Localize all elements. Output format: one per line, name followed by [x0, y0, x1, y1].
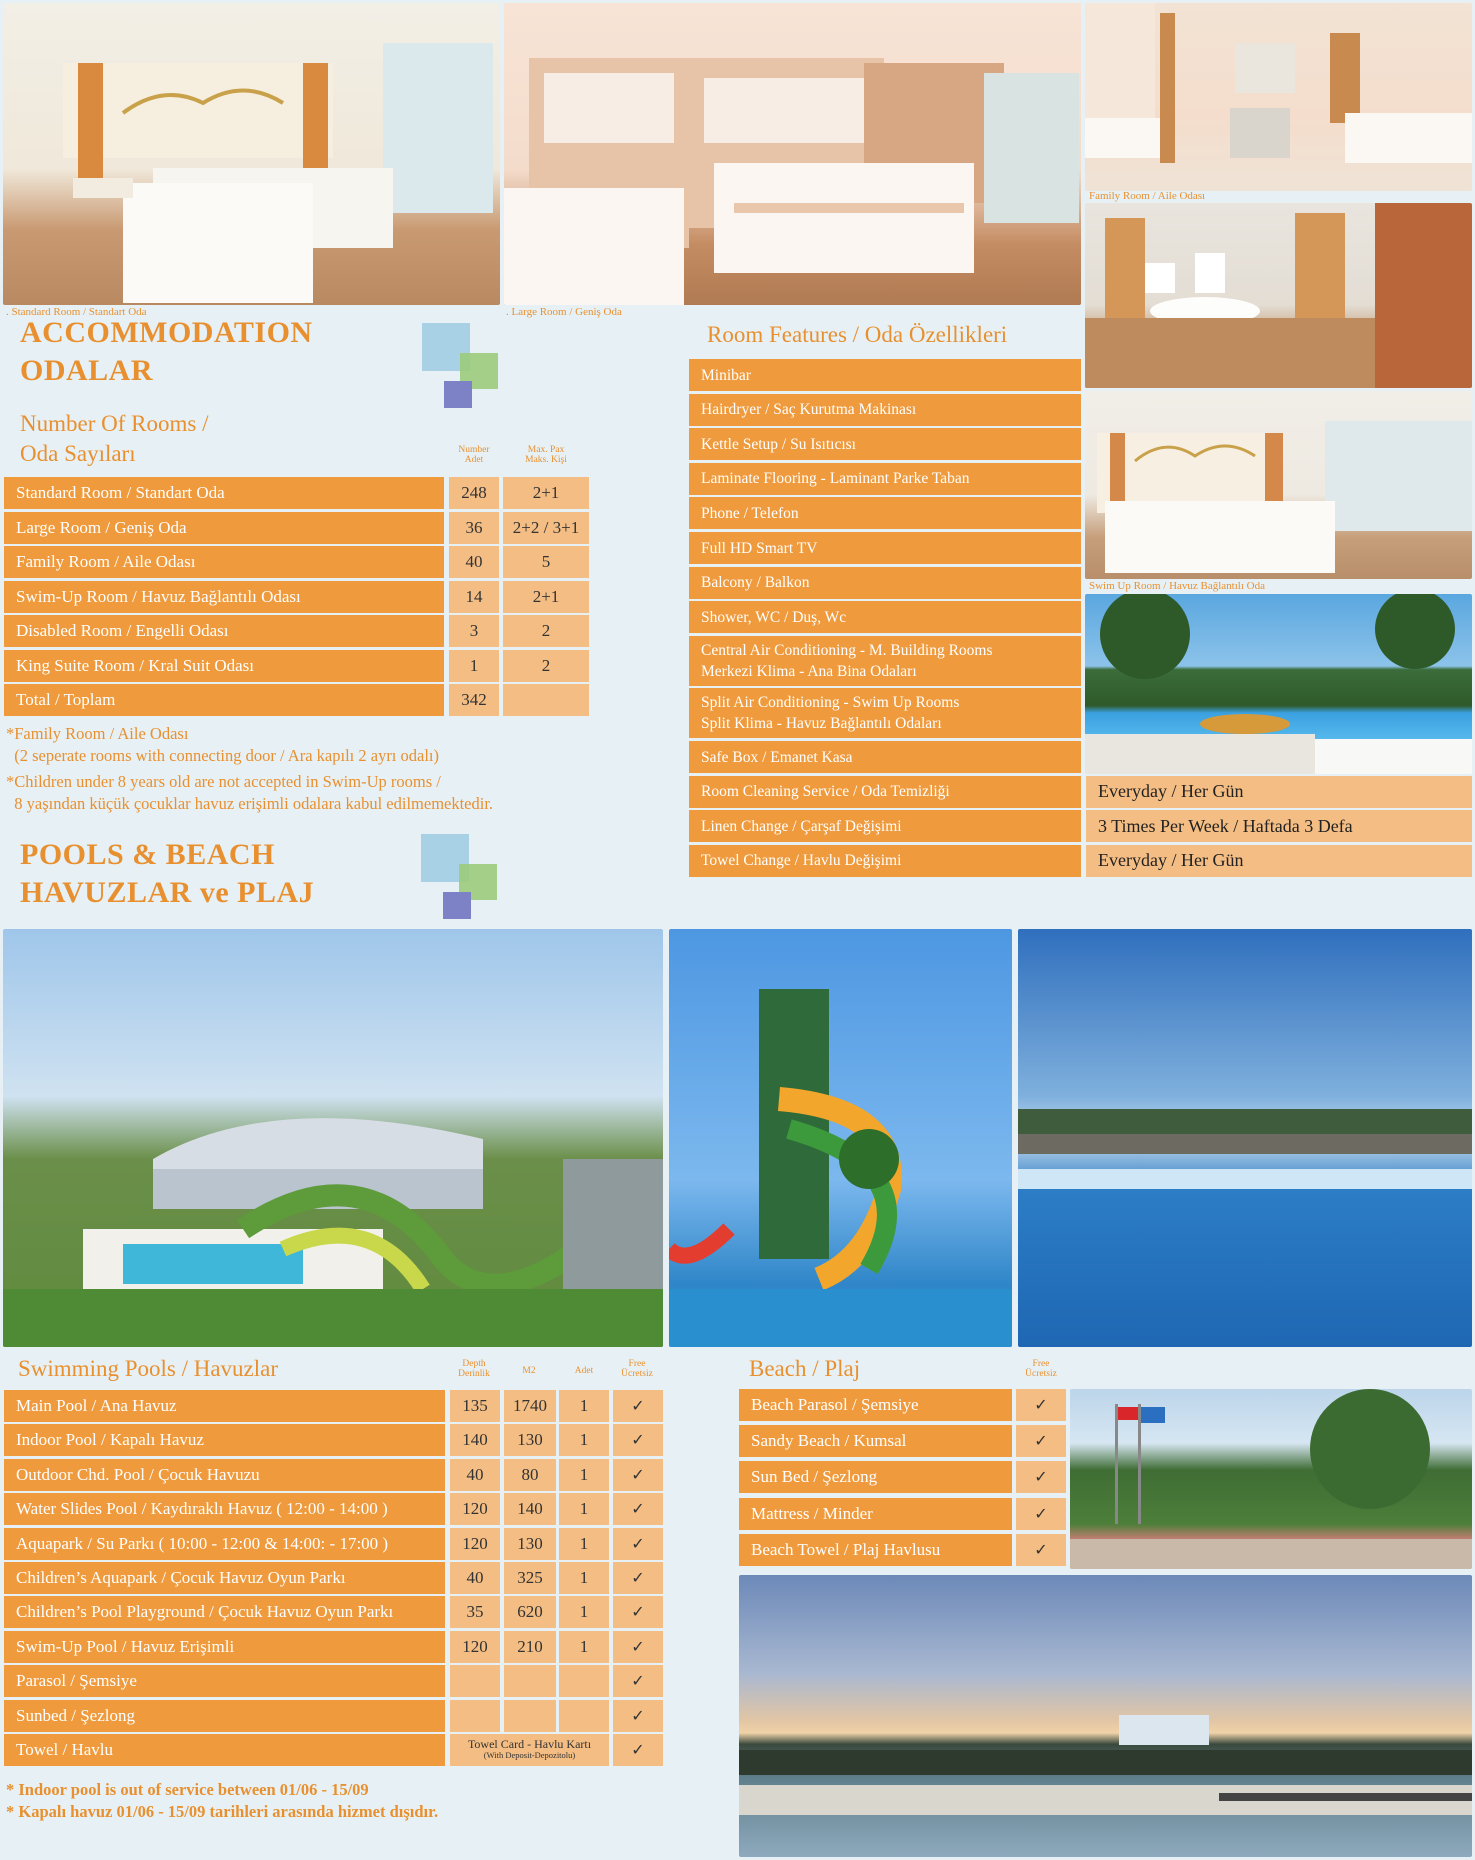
free-check-icon: ✓: [1016, 1389, 1066, 1421]
family-room-caption: Family Room / Aile Odası: [1089, 190, 1206, 202]
free-check-icon: ✓: [1016, 1498, 1066, 1530]
pools-beach-title: POOLS & BEACH HAVUZLAR ve PLAJ: [20, 838, 315, 909]
accommodation-note-1: *Family Room / Aile Odası: [6, 724, 189, 743]
pool-name: Children’s Pool Playground / Çocuk Havuz Oyun Parkı: [4, 1596, 445, 1628]
free-check-icon: ✓: [613, 1493, 663, 1525]
feature-item: Kettle Setup / Su Isıtıcısı: [689, 428, 1081, 460]
room-count: 3: [449, 615, 499, 647]
standard-room-caption: . Standard Room / Standart Oda: [6, 306, 147, 318]
free-check-icon: ✓: [1016, 1461, 1066, 1493]
pool-m2: 130: [504, 1528, 556, 1560]
pools-note-1: * Indoor pool is out of service between 01/06 - 15/09: [6, 1780, 369, 1799]
pool-count: [559, 1700, 609, 1732]
pool-count: 1: [559, 1596, 609, 1628]
free-check-icon: ✓: [1016, 1425, 1066, 1457]
feature-item: Balcony / Balkon: [689, 567, 1081, 599]
room-type-label: Standard Room / Standart Oda: [4, 477, 444, 509]
feature-item: Phone / Telefon: [689, 497, 1081, 529]
room-type-label: King Suite Room / Kral Suit Odası: [4, 650, 444, 682]
pool-count: 1: [559, 1390, 609, 1422]
pool-m2: 140: [504, 1493, 556, 1525]
pool-count: 1: [559, 1424, 609, 1456]
feature-line: Split Klima - Havuz Bağlantılı Odaları: [701, 715, 942, 733]
pools-note-2: * Kapalı havuz 01/06 - 15/09 tarihleri arasında hizmet dışıdır.: [6, 1802, 439, 1821]
pool-name: Towel / Havlu: [4, 1734, 445, 1766]
free-check-icon: ✓: [613, 1562, 663, 1594]
beach-sunset-photo: [739, 1575, 1472, 1857]
pool-name: Swim-Up Pool / Havuz Erişimli: [4, 1631, 445, 1663]
accommodation-note-2: (2 seperate rooms with connecting door / Ara kapılı 2 ayrı odalı): [6, 746, 440, 765]
room-type-label: Total / Toplam: [4, 684, 444, 716]
pool-m2: 1740: [504, 1390, 556, 1422]
kids-aquapark-tower-photo: [669, 929, 1012, 1347]
towel-card-cell: [450, 1734, 609, 1766]
feature-item: Shower, WC / Duş, Wc: [689, 601, 1081, 633]
pool-name: Sunbed / Şezlong: [4, 1700, 445, 1732]
swim-up-room-caption: Swim Up Room / Havuz Bağlantılı Oda: [1089, 580, 1265, 592]
pool-count: 1: [559, 1631, 609, 1663]
room-max-pax: 2+2 / 3+1: [503, 512, 589, 544]
pool-name: Water Slides Pool / Kaydıraklı Havuz ( 12:00 - 14:00 ): [4, 1493, 445, 1525]
col-header-free: Free Ücretsiz: [621, 1359, 653, 1379]
room-count: 40: [449, 546, 499, 578]
pool-name: Main Pool / Ana Havuz: [4, 1390, 445, 1422]
feature-item: Minibar: [689, 359, 1081, 391]
room-type-label: Swim-Up Room / Havuz Bağlantılı Odası: [4, 581, 444, 613]
pool-depth: 120: [450, 1528, 500, 1560]
large-room-photo: [504, 3, 1081, 305]
room-type-label: Family Room / Aile Odası: [4, 546, 444, 578]
resort-aquapark-photo: [3, 929, 663, 1347]
pool-breakfast-photo: [1085, 594, 1472, 774]
room-max-pax: 2+1: [503, 581, 589, 613]
beach-item-name: Beach Parasol / Şemsiye: [739, 1389, 1012, 1421]
room-count: 342: [449, 684, 499, 716]
towel-card-label: Towel Card - Havlu Kartı: [467, 1737, 592, 1751]
main-pool-photo: [1018, 929, 1472, 1347]
feature-item: [689, 688, 1081, 738]
large-room-caption: . Large Room / Geniş Oda: [506, 306, 622, 318]
pool-depth: [450, 1700, 500, 1732]
pool-depth: [450, 1665, 500, 1697]
pool-depth: 140: [450, 1424, 500, 1456]
room-count: 36: [449, 512, 499, 544]
pool-count: 1: [559, 1459, 609, 1491]
room-type-label: Disabled Room / Engelli Odası: [4, 615, 444, 647]
swim-up-room-photo: [1085, 391, 1472, 579]
feature-item: Full HD Smart TV: [689, 532, 1081, 564]
feature-line: Merkezi Klima - Ana Bina Odaları: [701, 662, 917, 680]
accommodation-note-4: 8 yaşından küçük çocuklar havuz erişimli odalara kabul edilmemektedir.: [6, 794, 494, 813]
free-check-icon: ✓: [613, 1528, 663, 1560]
feature-item: Room Cleaning Service / Oda Temizliği: [689, 776, 1081, 808]
room-features-heading: Room Features / Oda Özellikleri: [707, 322, 1008, 347]
family-room-photo: [1085, 3, 1472, 191]
pool-count: 1: [559, 1528, 609, 1560]
col-header-number: Number Adet: [458, 445, 490, 465]
pool-depth: 40: [450, 1459, 500, 1491]
bathroom-photo: [1085, 203, 1472, 388]
free-check-icon: ✓: [613, 1631, 663, 1663]
feature-item: Towel Change / Havlu Değişimi: [689, 845, 1081, 877]
room-max-pax: 2: [503, 650, 589, 682]
pool-name: Children’s Aquapark / Çocuk Havuz Oyun Parkı: [4, 1562, 445, 1594]
room-count: 248: [449, 477, 499, 509]
pool-depth: 135: [450, 1390, 500, 1422]
feature-line: Central Air Conditioning - M. Building Rooms: [701, 641, 993, 659]
pool-m2: 620: [504, 1596, 556, 1628]
pool-m2: 325: [504, 1562, 556, 1594]
col-header-depth: Depth Derinlik: [458, 1359, 490, 1379]
feature-item: [689, 636, 1081, 686]
free-check-icon: ✓: [613, 1700, 663, 1732]
pool-m2: [504, 1700, 556, 1732]
col-header-m2: M2: [522, 1366, 536, 1376]
towel-card-deposit: (With Deposit-Depozitolu): [483, 1750, 576, 1760]
room-max-pax: [503, 684, 589, 716]
pool-depth: 120: [450, 1631, 500, 1663]
feature-frequency: Everyday / Her Gün: [1086, 776, 1472, 808]
beach-garden-photo: [1070, 1389, 1472, 1569]
free-check-icon: ✓: [613, 1390, 663, 1422]
beach-item-name: Sun Bed / Şezlong: [739, 1461, 1012, 1493]
feature-item: Laminate Flooring - Laminant Parke Taban: [689, 463, 1081, 495]
pool-name: Parasol / Şemsiye: [4, 1665, 445, 1697]
free-check-icon: ✓: [1016, 1534, 1066, 1566]
rooms-heading: Number Of Rooms / Oda Sayıları: [20, 411, 209, 466]
beach-item-name: Beach Towel / Plaj Havlusu: [739, 1534, 1012, 1566]
feature-frequency: 3 Times Per Week / Haftada 3 Defa: [1086, 810, 1472, 842]
room-count: 14: [449, 581, 499, 613]
room-type-label: Large Room / Geniş Oda: [4, 512, 444, 544]
decorative-squares-icon: [422, 323, 502, 409]
beach-item-name: Sandy Beach / Kumsal: [739, 1425, 1012, 1457]
feature-item: Linen Change / Çarşaf Değişimi: [689, 810, 1081, 842]
accommodation-title: ACCOMMODATION ODALAR: [20, 316, 313, 387]
room-max-pax: 2: [503, 615, 589, 647]
room-max-pax: 2+1: [503, 477, 589, 509]
pool-name: Outdoor Chd. Pool / Çocuk Havuzu: [4, 1459, 445, 1491]
pool-count: [559, 1665, 609, 1697]
pool-m2: 210: [504, 1631, 556, 1663]
beach-heading: Beach / Plaj: [749, 1356, 861, 1381]
feature-frequency: Everyday / Her Gün: [1086, 845, 1472, 877]
pool-name: Aquapark / Su Parkı ( 10:00 - 12:00 & 14:00: - 17:00 ): [4, 1528, 445, 1560]
col-header-beach-free: Free Ücretsiz: [1025, 1359, 1057, 1379]
pool-count: 1: [559, 1493, 609, 1525]
beach-item-name: Mattress / Minder: [739, 1498, 1012, 1530]
free-check-icon: ✓: [613, 1665, 663, 1697]
pool-depth: 35: [450, 1596, 500, 1628]
feature-line: Split Air Conditioning - Swim Up Rooms: [701, 694, 960, 712]
feature-item: Safe Box / Emanet Kasa: [689, 741, 1081, 773]
free-check-icon: ✓: [613, 1734, 663, 1766]
room-count: 1: [449, 650, 499, 682]
accommodation-note-3: *Children under 8 years old are not accepted in Swim-Up rooms /: [6, 772, 441, 791]
pool-count: 1: [559, 1562, 609, 1594]
free-check-icon: ✓: [613, 1459, 663, 1491]
col-header-adet: Adet: [574, 1366, 594, 1376]
pool-name: Indoor Pool / Kapalı Havuz: [4, 1424, 445, 1456]
col-header-maxpax: Max. Pax Maks. Kişi: [525, 445, 567, 465]
decorative-squares-icon: [421, 834, 501, 920]
pools-heading: Swimming Pools / Havuzlar: [18, 1356, 279, 1381]
free-check-icon: ✓: [613, 1424, 663, 1456]
free-check-icon: ✓: [613, 1596, 663, 1628]
pool-depth: 40: [450, 1562, 500, 1594]
feature-item: Hairdryer / Saç Kurutma Makinası: [689, 394, 1081, 426]
pool-depth: 120: [450, 1493, 500, 1525]
room-max-pax: 5: [503, 546, 589, 578]
pool-m2: [504, 1665, 556, 1697]
pool-m2: 130: [504, 1424, 556, 1456]
pool-m2: 80: [504, 1459, 556, 1491]
standard-room-photo: [3, 3, 500, 305]
